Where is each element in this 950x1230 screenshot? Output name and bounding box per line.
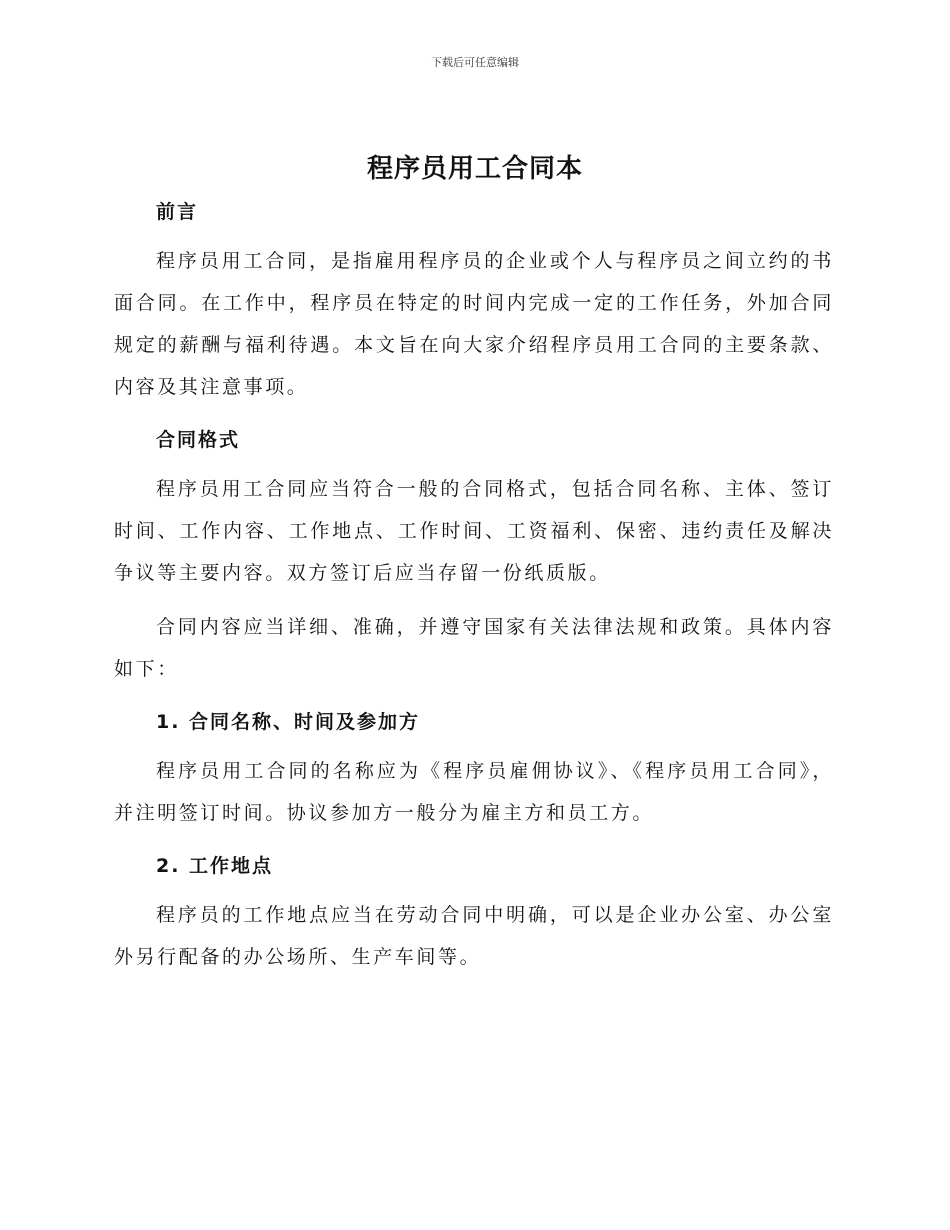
item2-paragraph: 程序员的工作地点应当在劳动合同中明确，可以是企业办公室、办公室外另行配备的办公场所、生产车间等。 [114, 904, 834, 968]
preface-heading: 前言 [156, 201, 199, 223]
format-paragraph-1: 程序员用工合同应当符合一般的合同格式，包括合同名称、主体、签订时间、工作内容、工作地点、工作时间、工资福利、保密、违约责任及解决争议等主要内容。双方签订后应当存留一份纸质版。 [114, 478, 834, 584]
preface-paragraph: 程序员用工合同，是指雇用程序员的企业或个人与程序员之间立约的书面合同。在工作中，程序员在特定的时间内完成一定的工作任务，外加合同规定的薪酬与福利待遇。本文旨在向大家介绍程序员用工合同的主要条款、内容及其注意事项。 [114, 250, 834, 398]
item1-heading: 1. 合同名称、时间及参加方 [156, 711, 421, 733]
document-title: 程序员用工合同本 [366, 154, 583, 184]
format-heading: 合同格式 [156, 429, 241, 451]
item2-heading: 2. 工作地点 [156, 855, 274, 877]
document-body [114, 192, 834, 978]
item1-paragraph: 程序员用工合同的名称应为《程序员雇佣协议》、《程序员用工合同》，并注明签订时间。协议参加方一般分为雇主方和员工方。 [114, 760, 834, 824]
header-note: 下载后可任意编辑 [431, 56, 519, 69]
format-paragraph-2: 合同内容应当详细、准确，并遵守国家有关法律法规和政策。具体内容如下： [114, 616, 834, 680]
